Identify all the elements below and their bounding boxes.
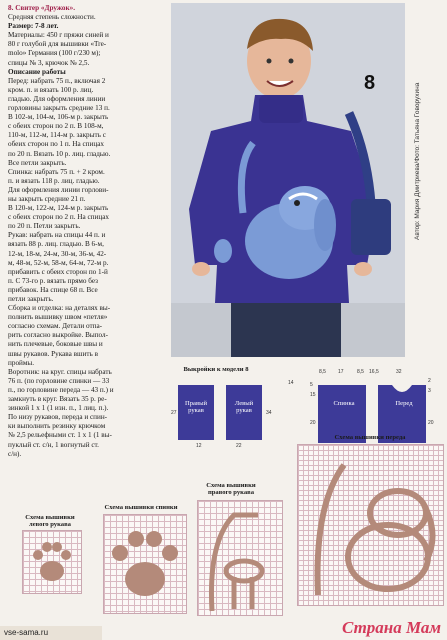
text-line: горловины закрыть средние 13 п. — [8, 104, 110, 113]
text-line: по 20 п. Петли закрыть. — [8, 222, 81, 231]
text-line: м, 48-м, 52-м, 58-м, 64-м, 72-м р. — [8, 258, 109, 267]
front-chart-title: Схема вышивки переда — [334, 434, 406, 441]
text-line: В 120-м, 122-м, 124-м р. закрыть — [8, 204, 109, 213]
text-line: 76 п. (по горловине спинки — 33 — [8, 376, 110, 385]
text-line: 110-м, 112-м, 114-м р. закрыть с — [8, 131, 106, 140]
text-line: швы рукавов. Рукава вшить в — [8, 349, 98, 358]
dim-label: 27 — [171, 410, 177, 416]
article-title: 8. Свитер «Дружок». — [8, 4, 76, 12]
text-line: molo» Германия (100 г/230 м); — [8, 49, 101, 58]
sweater-photo — [171, 3, 405, 357]
back-label: Спинка — [333, 400, 355, 407]
text-line: петли закрыть. — [8, 295, 54, 303]
front-motif — [298, 445, 443, 605]
front-label: Перед — [395, 400, 413, 407]
dim-label: 3 — [428, 388, 431, 394]
dim-label: 16,5 — [369, 369, 379, 375]
text-line: ны закрыть средние 21 п. — [8, 194, 86, 203]
chart-title-line: правого рукава — [207, 489, 255, 496]
dim-label: 12 — [196, 443, 202, 449]
text-line: Воротник: на круг. спицы набрать — [8, 367, 112, 376]
front-embroidery-chart — [297, 444, 444, 606]
text-line: согласно схемам. Детали отпа- — [8, 322, 103, 331]
text-line: Сборка и отделка: на деталях вы- — [8, 304, 111, 313]
text-line: спицы № 3, крючок № 2,5. — [8, 58, 90, 67]
dim-label: 32 — [396, 369, 402, 375]
instructions-column — [8, 4, 168, 459]
dim-label: 20 — [428, 420, 434, 426]
section-heading: Описание работы — [8, 67, 66, 76]
text-line: Для оформления линии горлови- — [8, 185, 109, 194]
text-line: Размер: 7-8 лет. — [8, 22, 59, 31]
right-sleeve-chart — [197, 500, 283, 616]
text-line: прибавок. На спице 68 п. Все — [8, 285, 98, 294]
paw-motif-large — [104, 515, 186, 613]
text-line: проймы. — [8, 358, 35, 367]
text-line: Перед: набрать 75 п., включая 2 — [8, 76, 106, 85]
site-watermark-left: vse-sama.ru — [0, 626, 102, 640]
text-line: кром. п. и вязать 100 р. лиц. — [8, 85, 94, 94]
text-line: По низу рукавов, переда и спин- — [8, 413, 108, 422]
text-line: зинкой 1 х 1 (1 изн. п., 1 лиц. п.). — [8, 404, 109, 413]
text-line: нить плечевые, боковые швы и — [8, 340, 103, 349]
text-line: пуклый ст. с/н, 1 вогнутый ст. — [8, 440, 99, 449]
paw-motif-small — [23, 531, 81, 593]
text-line: обеих сторон по 1 п. На спицах — [8, 140, 105, 149]
dim-label: 2 — [428, 378, 431, 384]
text-line: Спинка: набрать 75 п. + 2 кром. — [8, 167, 105, 176]
chart-title-line: Схема вышивки — [25, 514, 75, 521]
text-line: 80 г голубой для вышивки «Tre- — [8, 40, 107, 49]
text-line: п. С 73-го р. вязать прямо без — [8, 276, 98, 285]
dim-label: 34 — [266, 410, 272, 416]
text-line: № 2,5 рельефными ст. 1 х 1 (1 вы- — [8, 431, 112, 440]
text-line: п., по горловине переда — 43 п.) и — [8, 385, 114, 394]
model-number: 8 — [364, 72, 376, 94]
dim-label: 8,5 — [319, 369, 326, 375]
text-line: п. и вязать 118 р. лиц. гладью. — [8, 176, 100, 185]
text-line: вязать 88 р. лиц. гладью. В 6-м, — [8, 240, 104, 249]
text-line: с обеих сторон по 2 п. На спицах — [8, 213, 109, 222]
dog-sitting-motif — [198, 501, 282, 615]
patterns-title: Выкройки к модели 8 — [183, 366, 249, 373]
dim-label: 14 — [288, 380, 294, 386]
photo-credit: Автор: Мария Дмитриева/Фото: Татьяна Говорухина — [414, 82, 421, 240]
text-line: по 20 п. Вязать 10 р. лиц. гладью. — [8, 149, 111, 158]
chart-title-line: левого рукава — [29, 521, 71, 528]
text-line: Рукав: набрать на спицы 44 п. и — [8, 231, 106, 240]
text-line: В 102-м, 104-м, 106-м р. закрыть — [8, 113, 109, 122]
dim-label: 8,5 — [357, 369, 364, 375]
site-watermark-right: Страна Мам — [341, 618, 441, 637]
dim-label: 5 — [310, 382, 313, 388]
back-embroidery-chart — [103, 514, 187, 614]
dim-label: 17 — [338, 369, 344, 375]
sleeve-right-label: Правый рукав — [184, 400, 208, 414]
text-line: прибавить с обеих сторон по 1-й — [8, 267, 108, 276]
right-sleeve-chart-title — [196, 482, 266, 496]
text-line: полнить вышивку швом «петля» — [8, 313, 108, 322]
text-line: замкнуть в круг. Вязать 35 р. ре- — [8, 395, 107, 404]
text-line: Все петли закрыть. — [8, 158, 67, 167]
text-line: Материалы: 450 г пряжи синей и — [8, 31, 109, 40]
dim-label: 20 — [310, 420, 316, 426]
text-line: рить согласно выкройке. Выпол- — [8, 331, 109, 340]
sleeve-left-label: Левый рукав — [234, 400, 254, 414]
text-line: 12-м, 18-м, 24-м, 30-м, 36-м, 42- — [8, 249, 107, 258]
chart-title-line: Схема вышивки — [206, 482, 256, 489]
text-line: ки выполнить резинку крючком — [8, 422, 106, 431]
text-line: Средняя степень сложности. — [8, 13, 96, 22]
text-line: гладью. Для оформления линии — [8, 94, 106, 103]
back-chart-title: Схема вышивки спинки — [104, 504, 178, 511]
text-line: с обеих сторон по 2 п. В 108-м, — [8, 122, 104, 131]
dim-label: 15 — [310, 392, 316, 398]
boy-in-sweater-illustration — [171, 3, 405, 357]
dim-label: 22 — [236, 443, 242, 449]
left-sleeve-chart — [22, 530, 82, 594]
text-line: с/н). — [8, 449, 22, 458]
left-sleeve-chart-title — [20, 514, 80, 528]
